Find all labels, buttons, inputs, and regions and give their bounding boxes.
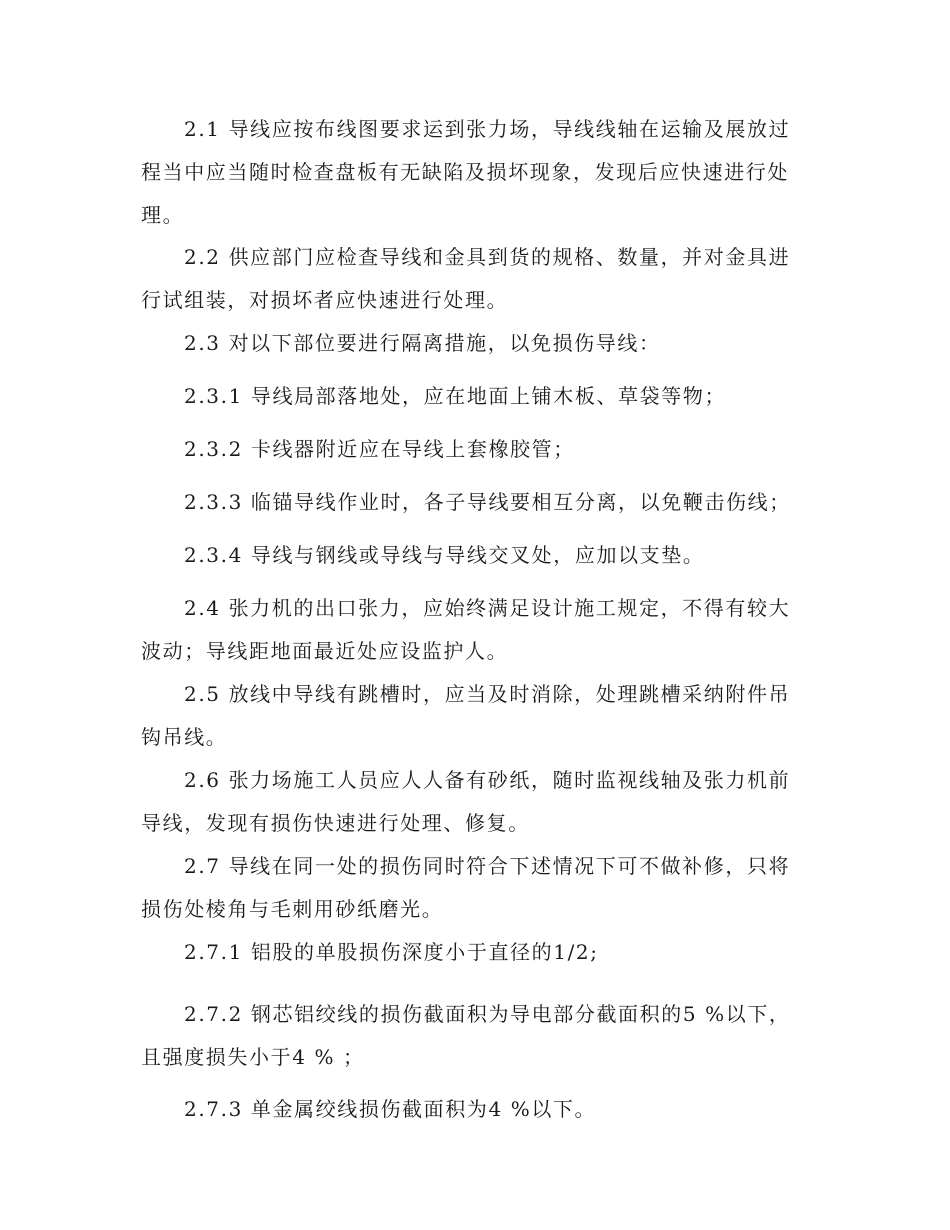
paragraph-2-1: 2.1 导线应按布线图要求运到张力场，导线线轴在运输及展放过程当中应当随时检查盘板有无缺陷及损坏现象，发现后应快速进行处理。 [141, 117, 791, 227]
paragraph-2-3: 2.3 对以下部位要进行隔离措施，以免损伤导线： [184, 331, 661, 355]
paragraph-2-4: 2.4 张力机的出口张力，应始终满足设计施工规定，不得有较大波动；导线距地面最近处应设监护人。 [141, 596, 791, 663]
paragraph-2-5: 2.5 放线中导线有跳槽时，应当及时消除，处理跳槽采纳附件吊钩吊线。 [141, 682, 791, 749]
paragraph-2-6: 2.6 张力场施工人员应人人备有砂纸，随时监视线轴及张力机前导线，发现有损伤快速进行处理、修复。 [141, 768, 791, 835]
paragraph-2-7-1: 2.7.1 铝股的单股损伤深度小于直径的1/2; [184, 940, 599, 964]
paragraph-2-7: 2.7 导线在同一处的损伤同时符合下述情况下可不做补修，只将损伤处棱角与毛刺用砂纸磨光。 [141, 854, 791, 921]
paragraph-2-7-3: 2.7.3 单金属绞线损伤截面积为4 %以下。 [184, 1097, 597, 1121]
paragraph-2-3-2: 2.3.2 卡线器附近应在导线上套橡胶管； [184, 437, 575, 461]
paragraph-2-7-2: 2.7.2 钢芯铝绞线的损伤截面积为导电部分截面积的5 %以下，且强度损失小于4 % ； [141, 1002, 791, 1069]
paragraph-2-3-1: 2.3.1 导线局部落地处，应在地面上铺木板、草袋等物； [184, 384, 727, 408]
paragraph-2-3-3: 2.3.3 临锚导线作业时，各子导线要相互分离，以免鞭击伤线； [184, 490, 791, 514]
paragraph-2-3-4: 2.3.4 导线与钢线或导线与导线交叉处，应加以支垫。 [184, 543, 705, 567]
paragraph-2-2: 2.2 供应部门应检查导线和金具到货的规格、数量，并对金具进行试组装，对损坏者应快速进行处理。 [141, 245, 791, 312]
